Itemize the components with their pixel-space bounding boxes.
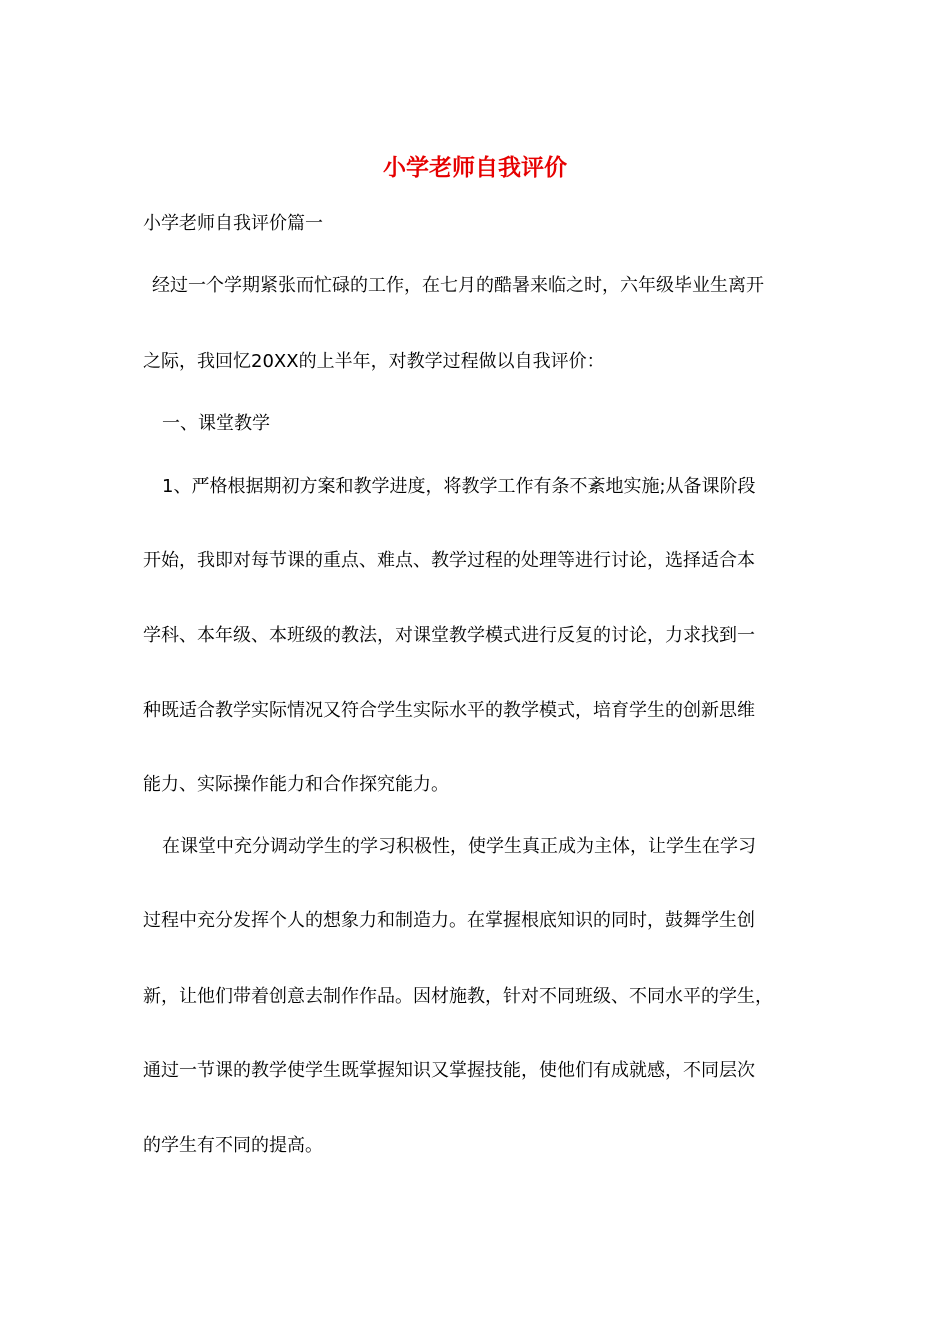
section-heading: 小学老师自我评价篇一: [143, 213, 323, 234]
paragraph-line: 学科、本年级、本班级的教法，对课堂教学模式进行反复的讨论，力求找到一: [143, 625, 755, 646]
paragraph-line: 的学生有不同的提高。: [143, 1135, 323, 1156]
list-heading: 一、课堂教学: [162, 413, 270, 434]
document-title: 小学老师自我评价: [383, 154, 567, 181]
paragraph-line: 新，让他们带着创意去制作作品。因材施教，针对不同班级、不同水平的学生，: [143, 986, 773, 1007]
paragraph-line: 之际，我回忆20XX的上半年，对教学过程做以自我评价：: [143, 351, 605, 372]
paragraph-line: 开始，我即对每节课的重点、难点、教学过程的处理等进行讨论，选择适合本: [143, 550, 755, 571]
paragraph-line: 在课堂中充分调动学生的学习积极性，使学生真正成为主体，让学生在学习: [162, 836, 756, 857]
paragraph-line: 能力、实际操作能力和合作探究能力。: [143, 774, 449, 795]
paragraph-line: 经过一个学期紧张而忙碌的工作，在七月的酷暑来临之时，六年级毕业生离开: [152, 275, 764, 296]
paragraph-line: 过程中充分发挥个人的想象力和制造力。在掌握根底知识的同时，鼓舞学生创: [143, 910, 755, 931]
paragraph-line: 种既适合教学实际情况又符合学生实际水平的教学模式，培育学生的创新思维: [143, 700, 755, 721]
paragraph-line: 通过一节课的教学使学生既掌握知识又掌握技能，使他们有成就感，不同层次: [143, 1060, 755, 1081]
paragraph-line: 1、严格根据期初方案和教学进度，将教学工作有条不紊地实施;从备课阶段: [162, 476, 756, 497]
